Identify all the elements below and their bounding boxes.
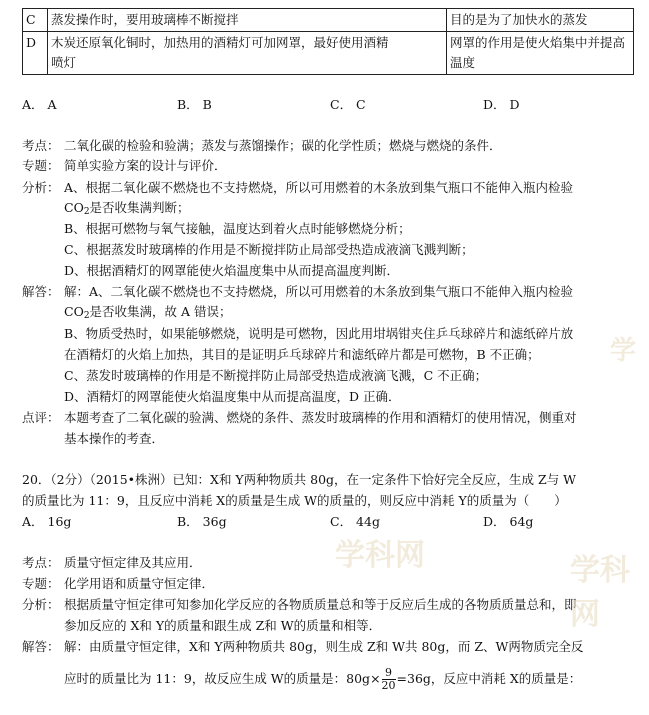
co2-formula: $CO_2$ xyxy=(64,304,90,321)
q19-option-c: C． C xyxy=(330,97,366,112)
row-purpose xyxy=(447,32,634,75)
zhuanti-label: 专题： xyxy=(22,576,60,591)
kaodian-text: 二氧化碳的检验和验满；蒸发与蒸馏操作；碳的化学性质；燃烧与燃烧的条件． xyxy=(64,138,502,153)
q20-option-d: D． 64g xyxy=(483,514,534,529)
row-letter: D xyxy=(23,32,48,75)
jieda-line: C、蒸发时玻璃棒的作用是不断搅拌防止局部受热造成液滴飞溅，C 不正确； xyxy=(64,368,488,383)
fenxi-line: D、根据酒精灯的网罩能使火焰温度集中从而提高温度判断． xyxy=(64,263,400,278)
zhuanti-text: 化学用语和质量守恒定律． xyxy=(64,576,215,591)
jieda-label: 解答： xyxy=(22,284,60,299)
row-purpose: 目的是为了加快水的蒸发 xyxy=(447,9,634,32)
jieda-line: 应时的质量比为 11：9，故反应生成 W的质量是：80g× $\frac{9}{20}$ =36g，反应中消耗 X的质量是： xyxy=(64,666,582,692)
calc-expression: 80g× $\frac{9}{20}$ =36g，反应中消耗 X的质量是： xyxy=(346,666,582,692)
fenxi-line: A、根据二氧化碳不燃烧也不支持燃烧，所以可用燃着的木条放到集气瓶口不能伸入瓶内检验 xyxy=(64,180,574,195)
dianping-line: 本题考查了二氧化碳的验满、燃烧的条件、蒸发时玻璃棒的作用和酒精灯的使用情况，侧重对 xyxy=(64,410,577,425)
kaodian-label: 考点： xyxy=(22,138,60,153)
jieda-line: $CO_2$是否收集满，故 A 错误； xyxy=(64,304,232,321)
dianping-line: 基本操作的考查． xyxy=(64,431,165,446)
watermark-logo: 学 xyxy=(610,336,637,366)
jieda-line: 在酒精灯的火焰上加热，其目的是证明乒乓球碎片和滤纸碎片都是可燃物，B 不正确； xyxy=(64,347,540,362)
q19-option-a: A． A xyxy=(22,97,57,112)
fenxi-line: 根据质量守恒定律可知参加化学反应的各物质质量总和等于反应后生成的各物质质量总和，即 xyxy=(64,597,577,612)
jieda-line: D、酒精灯的网罩能使火焰温度集中从而提高温度，D 正确． xyxy=(64,389,401,404)
options-table xyxy=(22,8,634,75)
zhuanti-text: 简单实验方案的设计与评价． xyxy=(64,158,227,173)
row-operation xyxy=(48,32,447,75)
fraction: $\frac{9}{20}$ xyxy=(381,666,396,692)
q19-option-d: D． D xyxy=(483,97,520,112)
fenxi-line: 参加反应的 X和 Y的质量和跟生成 Z和 W的质量和相等． xyxy=(64,618,382,633)
fenxi-line: B、根据可燃物与氧气接触，温度达到着火点时能够燃烧分析； xyxy=(64,221,411,236)
dianping-label: 点评： xyxy=(22,410,60,425)
table-row xyxy=(23,32,634,75)
fenxi-line: C、根据蒸发时玻璃棒的作用是不断搅拌防止局部受热造成液滴飞溅判断； xyxy=(64,242,474,257)
jieda-line: 解：由质量守恒定律，X和 Y两种物质共 80g，则生成 Z和 W共 80g，而 Z、W两物质完全反 xyxy=(64,639,584,654)
co2-formula: $CO_2$ xyxy=(64,200,90,217)
row-purpose-line: 网罩的作用是使火焰集中并提高 xyxy=(450,35,626,50)
q20-stem-line: 的质量比为 11：9，且反应中消耗 X的质量是生成 W的质量的，则反应中消耗 Y的质量为（ ） xyxy=(22,493,567,508)
zhuanti-label: 专题： xyxy=(22,158,60,173)
fenxi-label: 分析： xyxy=(22,597,60,612)
q20-option-b: B． 36g xyxy=(177,514,227,529)
q20-option-a: A． 16g xyxy=(22,514,72,529)
kaodian-label: 考点： xyxy=(22,555,60,570)
fenxi-label: 分析： xyxy=(22,180,60,195)
q20-option-c: C． 44g xyxy=(330,514,380,529)
row-letter: C xyxy=(23,9,48,32)
table-row xyxy=(23,9,634,32)
row-purpose-line: 温度 xyxy=(450,55,476,70)
jieda-label: 解答： xyxy=(22,639,60,654)
kaodian-text: 质量守恒定律及其应用． xyxy=(64,555,202,570)
row-operation-line: 木炭还原氧化铜时，加热用的酒精灯可加网罩，最好使用酒精 xyxy=(51,35,389,50)
row-operation-line: 喷灯 xyxy=(51,55,77,70)
jieda-line: B、物质受热时，如果能够燃烧，说明是可燃物，因此用坩埚钳夹住乒乓球碎片和滤纸碎片放 xyxy=(64,326,574,341)
row-operation: 蒸发操作时，要用玻璃棒不断搅拌 xyxy=(48,9,447,32)
fenxi-line: $CO_2$是否收集满判断； xyxy=(64,200,190,217)
watermark-logo: 学科网 xyxy=(570,553,630,632)
watermark-logo: 学科网 xyxy=(335,538,425,573)
jieda-line: 解：A、二氧化碳不燃烧也不支持燃烧，所以可用燃着的木条放到集气瓶口不能伸入瓶内检验 xyxy=(64,284,574,299)
q20-stem-line: 20．（2分）（2015•株洲）已知：X和 Y两种物质共 80g，在一定条件下恰好完全反应，生成 Z与 W xyxy=(22,472,577,487)
q19-option-b: B． B xyxy=(177,97,212,112)
